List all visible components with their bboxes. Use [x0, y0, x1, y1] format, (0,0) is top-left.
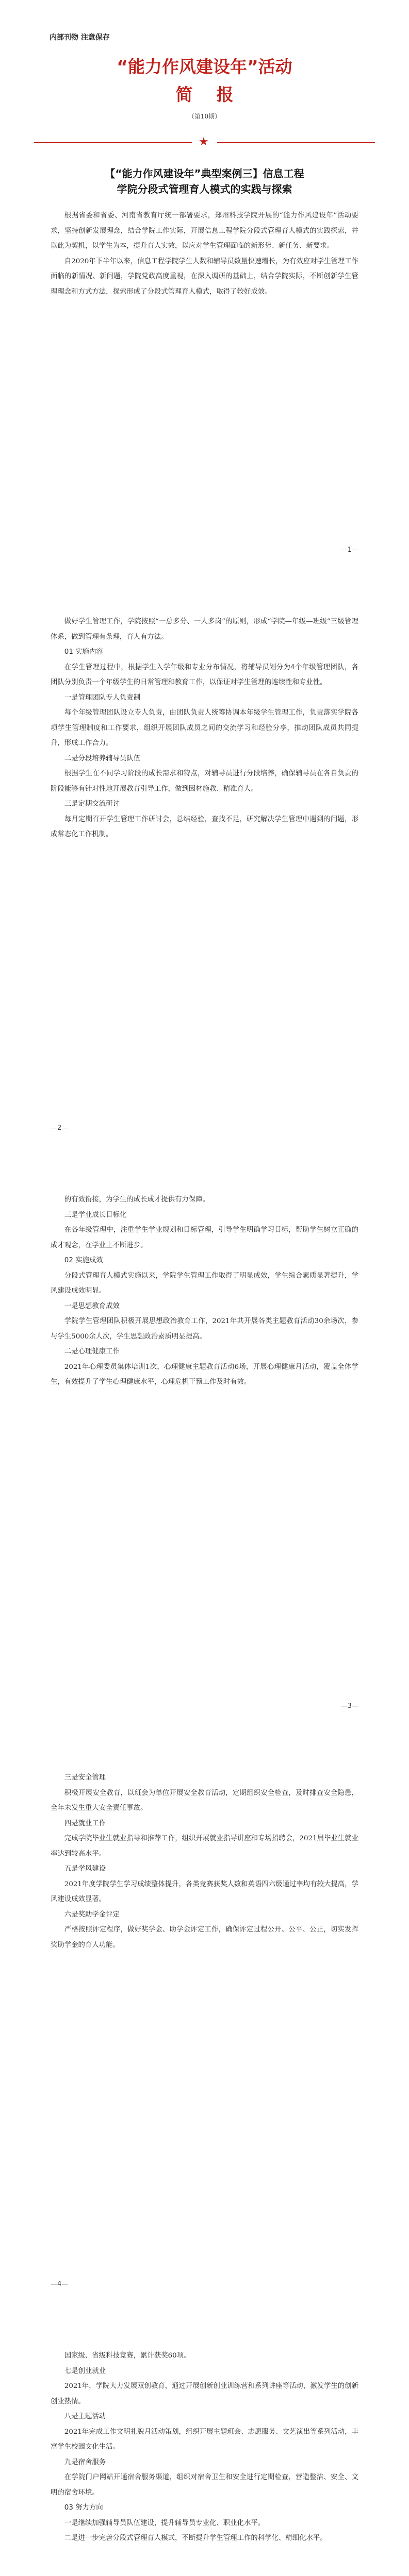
page-2 — [0, 578, 409, 1150]
paragraph: 做好学生管理工作，学院按照“一总多分、一人多岗”的原则，形成“学院—年级—班级”三级管理体系，做到管理有条理，育人有方法。 — [51, 618, 358, 641]
paragraph: 在学生管理过程中，根据学生入学年级和专业分布情况，将辅导员划分为4个年级管理团队，各团队分别负责一个年级学生的日常管理和教育工作，以保证对学生管理的连续性和专业性。 — [51, 663, 358, 686]
paragraph: 根据省委和省委、河南省教育厅统一部署要求，郑州科技学院开展的“能力作风建设年”活动要求，坚持创新发展理念，结合学院工作实际，开展信息工程学院分段式管理育人模式的实践探索，并以此为契机，以学生为本，提升育人实效，以应对学生管理面临的新形势、新任务、新要求。 — [51, 212, 358, 250]
header-rule-left — [34, 142, 192, 143]
article-title-line-1: 【“能力作风建设年”典型案例三】信息工程 — [105, 167, 304, 180]
header-rule-right — [217, 142, 375, 143]
paragraph: 2021年心理委员集体培训1次，心理健康主题教育活动6场，开展心理健康月活动，覆盖全体学生，有效提升了学生心理健康水平，心理危机干预工作及时有效。 — [51, 1363, 358, 1386]
section-heading: 六是奖助学金评定 — [64, 1910, 120, 1919]
section-heading: 七是创业就业 — [64, 2367, 106, 2375]
page-number: —1— — [340, 546, 358, 554]
paragraph: 每个年级管理团队设立专人负责，由团队负责人统筹协调本年级学生管理工作，负责落实学院各项学生管理制度和工作要求，组织开展团队成员之间的交流学习和经验分享，推动团队成员共同提升，形成工作合力。 — [51, 709, 358, 747]
paragraph: 在学院门户网站开通宿舍服务渠道，组织对宿舍卫生和安全进行定期检查，营造整洁、安全、文明的宿舍环境。 — [51, 2473, 358, 2497]
section-heading: 二是分段培养辅导员队伍 — [64, 754, 141, 762]
paragraph: 一是继续加强辅导员队伍建设，提升辅导员专业化、职业化水平。 — [64, 2519, 265, 2527]
paragraph: 完成学院毕业生就业指导和推荐工作，组织开展就业指导讲座和专场招聘会，2021届毕业生就业率达到较高水平。 — [51, 1835, 358, 1858]
paragraph: 学院学生管理团队积极开展思想政治教育工作，2021年共开展各类主题教育活动30余场次，参与学生5000余人次，学生思想政治素质明显提高。 — [51, 1317, 358, 1341]
section-heading: 02 实施成效 — [64, 1257, 103, 1264]
page-4-body — [51, 1770, 358, 1953]
paragraph: 2021年度学院学生学习成绩整体提升，各类竞赛获奖人数和英语四六级通过率均有较大提高，学风建设成效显著。 — [51, 1880, 358, 1903]
section-heading: 八是主题活动 — [64, 2413, 106, 2420]
section-heading: 九是宿舍服务 — [64, 2458, 106, 2466]
paragraph: 每月定期召开学生管理工作研讨会，总结经验，查找不足，研究解决学生管理中遇到的问题，形成常态化工作机制。 — [51, 815, 358, 838]
section-heading: 五是学风建设 — [64, 1865, 106, 1873]
page-4 — [0, 1734, 409, 2306]
paragraph: 2021年完成工作文明礼貌月活动策划，组织开展主题班会、志愿服务、文艺演出等系列活动，丰富学生校园文化生活。 — [51, 2428, 358, 2451]
bulletin-subtitle: 简 报 — [175, 84, 234, 105]
section-heading: 三是安全管理 — [64, 1774, 106, 1782]
page-1 — [0, 0, 409, 572]
section-heading: 三是定期交流研讨 — [64, 800, 120, 808]
confidential-label: 内部刊物 注意保存 — [50, 33, 110, 42]
page-3 — [0, 1156, 409, 1728]
paragraph: 的有效衔接，为学生的成长成才提供有力保障。 — [64, 1196, 209, 1204]
paragraph: 根据学生在不同学习阶段的成长需求和特点，对辅导员进行分段培养，确保辅导员在各自负责的阶段能够有针对性地开展教育引导工作，做到因材施教、精准育人。 — [51, 770, 358, 793]
section-heading: 四是就业工作 — [64, 1819, 106, 1827]
paragraph: 自2020年下半年以来，信息工程学院学生人数和辅导员数量快速增长，为有效应对学生管理工作面临的新情况、新问题，学院党政高度重视，在深入调研的基础上，结合学院实际，不断创新学生管理理念和方式方法，探索形成了分段式管理育人模式，取得了较好成效。 — [51, 257, 358, 296]
page-number: —2— — [51, 1124, 69, 1132]
section-heading: 二是心理健康工作 — [64, 1348, 120, 1355]
article-title — [51, 166, 358, 197]
page-number: —4— — [51, 2280, 69, 2288]
page-3-body — [51, 1192, 358, 1390]
page-1-body — [51, 208, 358, 299]
section-heading: 一是管理团队专人负责制 — [64, 693, 141, 702]
paragraph: 2021年，学院大力发展双创教育，通过开展创新创业训练营和系列讲座等活动，激发学生的创新创业热情。 — [51, 2382, 358, 2405]
paragraph: 二是进一步完善分段式管理育人模式，不断提升学生管理工作的科学化、精细化水平。 — [64, 2534, 327, 2542]
article-title-line-2: 学院分段式管理育人模式的实践与探索 — [117, 183, 292, 195]
section-heading: 三是学业成长目标化 — [64, 1211, 127, 1219]
issue-number: （第10期） — [188, 113, 221, 120]
page-number: —3— — [340, 1702, 358, 1710]
page-5-body — [51, 2348, 358, 2546]
page-5 — [0, 2312, 409, 2576]
section-heading: 01 实施内容 — [64, 648, 103, 656]
section-heading: 一是思想教育成效 — [64, 1302, 120, 1310]
star-icon: ★ — [199, 135, 209, 148]
page-2-body — [51, 614, 358, 842]
paragraph: 严格按照评定程序，做好奖学金、助学金评定工作，确保评定过程公开、公平、公正，切实发挥奖助学金的育人功能。 — [51, 1926, 358, 1949]
bulletin-title: “能力作风建设年”活动 — [117, 57, 292, 77]
paragraph: 分段式管理育人模式实施以来，学院学生管理工作取得了明显成效，学生综合素质显著提升，学风建设成效明显。 — [51, 1272, 358, 1295]
paragraph: 国家级、省级科技竞赛，累计获奖60项。 — [64, 2352, 191, 2360]
paragraph: 积极开展安全教育，以班会为单位开展安全教育活动，定期组织安全检查，及时排查安全隐患，全年未发生重大安全责任事故。 — [51, 1789, 358, 1812]
paragraph: 在各年级管理中，注重学生学业规划和目标管理，引导学生明确学习目标，帮助学生树立正确的成才观念，在学业上不断进步。 — [51, 1226, 358, 1249]
section-heading: 03 努力方向 — [64, 2504, 103, 2512]
